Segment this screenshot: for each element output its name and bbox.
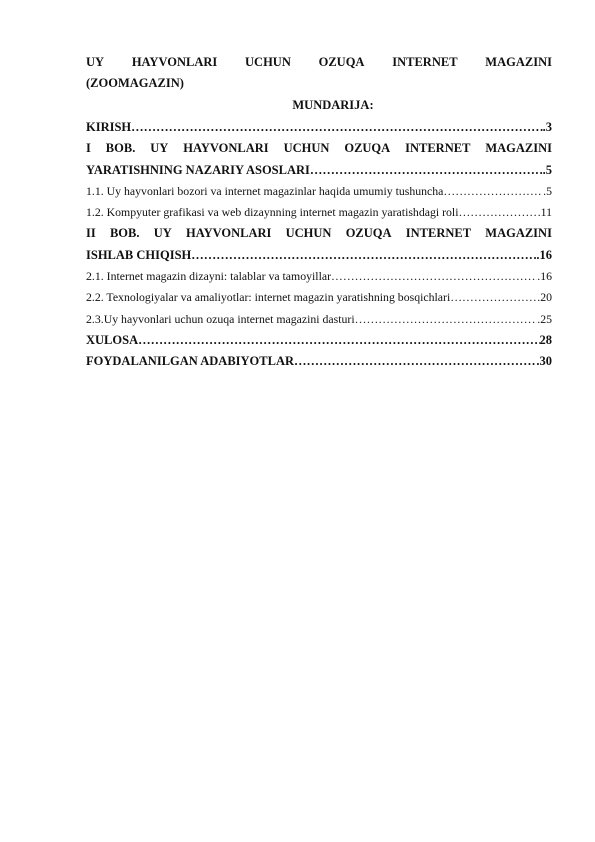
title-word: MAGAZINI [485,55,552,69]
toc-entry-label: ISHLAB CHIQISH [86,247,192,262]
contents-heading: MUNDARIJA: [292,98,374,112]
toc-leader-dots [443,181,543,202]
toc-entry-chapter-2[interactable] [86,245,552,266]
toc-entry-chapter-1[interactable] [86,160,552,181]
toc-entry-label: 1.1. Uy hayvonlari bozori va internet magazinlar haqida umumiy tushuncha [86,183,444,198]
toc-entry-label: 1.2. Kompyuter grafikasi va web dizaynning internet magazin yaratishdagi roli [86,205,459,220]
chapter-word: UCHUN [283,141,330,156]
toc-leader-dots [331,266,537,287]
toc-page-number: .5 [543,183,552,198]
toc-entry-1-1[interactable] [86,181,552,202]
toc-entry-2-1[interactable] [86,266,552,287]
toc-leader-dots [294,351,536,372]
toc-entry-label: 2.3.Uy hayvonlari uchun ozuqa internet magazini dasturi [86,311,355,326]
chapter-word: MAGAZINI [485,141,552,156]
title-line-2: (ZOOMAGAZIN) [86,76,184,90]
toc-entry-xulosa[interactable] [86,330,552,351]
title-word: OZUQA [318,55,365,69]
toc-entry-label: FOYDALANILGAN ADABIYOTLAR [86,354,295,369]
title-word: HAYVONLARI [131,55,218,69]
toc-entry-2-3[interactable] [86,309,552,330]
chapter-word: MAGAZINI [485,226,552,241]
toc-leader-dots [138,330,539,351]
toc-entry-label: 2.1. Internet magazin dizayni: talablar va tamoyillar [86,269,332,284]
toc-page-number: .11 [537,205,552,220]
toc-entry-kirish[interactable] [86,117,552,138]
chapter-word: OZUQA [344,141,391,156]
toc-chapter-2-title-line [86,223,552,244]
toc-entry-1-2[interactable] [86,202,552,223]
toc-leader-dots [310,160,543,181]
chapter-word: HAYVONLARI [185,226,272,241]
toc-leader-dots [355,309,538,330]
toc-leader-dots [131,117,542,138]
table-of-contents [86,117,552,373]
chapter-word: OZUQA [345,226,392,241]
chapter-word: INTERNET [405,226,472,241]
chapter-word: BOB. [105,141,136,156]
toc-leader-dots [450,287,537,308]
toc-entry-label: YARATISHNING NAZARIY ASOSLARI [86,162,310,177]
chapter-word: UY [150,141,169,156]
toc-page-number: .16 [537,269,552,284]
title-word: UCHUN [245,55,291,69]
toc-page-number: .20 [537,290,552,305]
title-line-1 [86,52,552,73]
toc-entry-label: 2.2. Texnologiyalar va amaliyotlar: internet magazin yaratishning bosqichlari [86,290,451,305]
chapter-word: II [86,226,96,241]
toc-leader-dots [458,202,537,223]
chapter-word: BOB. [109,226,140,241]
toc-page-number: 28 [539,332,552,347]
toc-page-number: .30 [536,354,552,369]
document-page [86,52,552,373]
title-word: UY [86,55,105,69]
toc-entry-2-2[interactable] [86,287,552,308]
toc-entry-label: XULOSA [86,332,139,347]
toc-page-number: .16 [536,247,552,262]
toc-leader-dots [191,245,536,266]
title-word: INTERNET [392,55,458,69]
chapter-word: INTERNET [405,141,471,156]
chapter-word: UCHUN [285,226,332,241]
toc-entry-label: KIRISH [86,120,132,134]
toc-page-number: .5 [542,162,552,177]
toc-page-number: .25 [537,311,552,326]
chapter-word: I [86,141,91,156]
chapter-word: UY [153,226,172,241]
toc-chapter-1-title-line [86,138,552,159]
chapter-word: HAYVONLARI [183,141,269,156]
toc-entry-adabiyotlar[interactable] [86,351,552,372]
toc-page-number: .3 [542,120,552,134]
document-title [86,52,552,94]
